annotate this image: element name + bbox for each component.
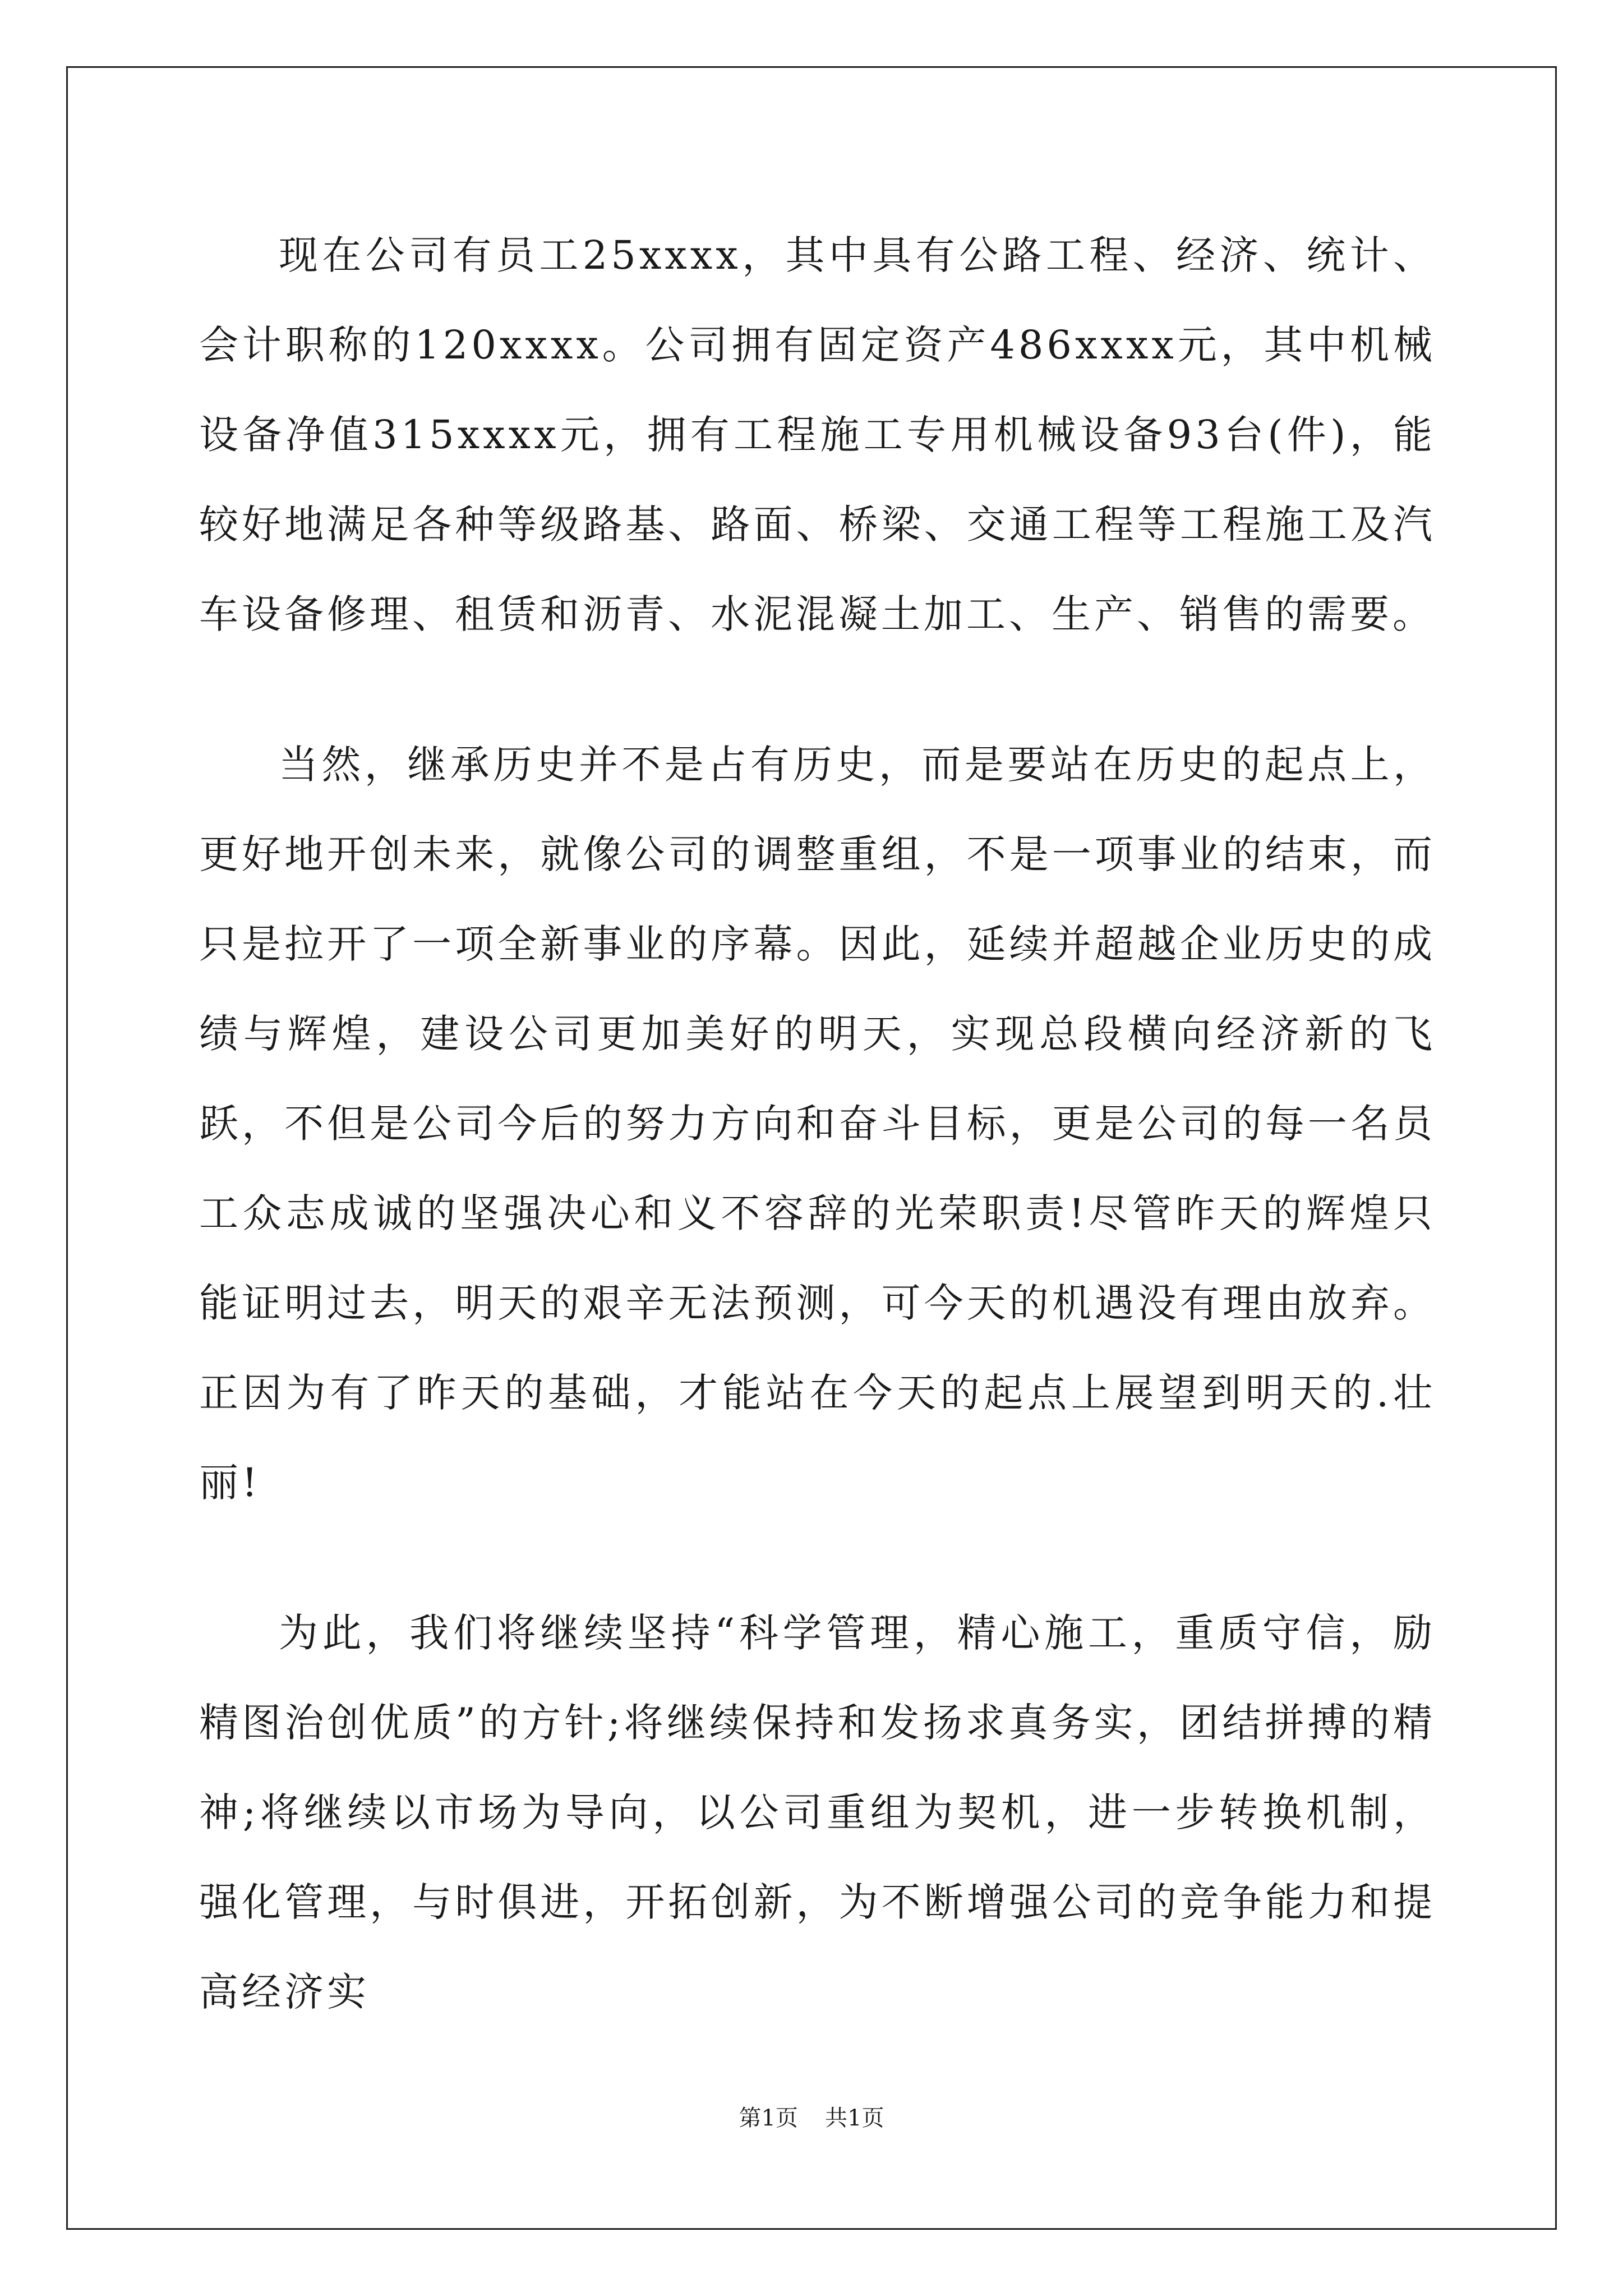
page-footer [0,2105,1623,2132]
paragraph-3: 为此，我们将继续坚持“科学管理，精心施工，重质守信，励精图治创优质”的方针;将继续保持和发扬求真务实，团结拼搏的精神;将继续以市场为导向，以公司重组为契机，进一步转换机制，强化管理，与时俱进，开拓创新，为不断增强公司的竞争能力和提高经济实 [199,1610,1436,2015]
page-total: 共1页 [825,2105,884,2131]
paragraph-2: 当然，继承历史并不是占有历史，而是要站在历史的起点上，更好地开创未来，就像公司的调整重组，不是一项事业的结束，而只是拉开了一项全新事业的序幕。因此，延续并超越企业历史的成绩与辉煌，建设公司更加美好的明天，实现总段横向经济新的飞跃，不但是公司今后的努力方向和奋斗目标，更是公司的每一名员工众志成诚的坚强决心和义不容辞的光荣职责!尽管昨天的辉煌只能证明过去，明天的艰辛无法预测，可今天的机遇没有理由放弃。正因为有了昨天的基础，才能站在今天的起点上展望到明天的.壮丽! [199,742,1436,1506]
paragraph-1: 现在公司有员工25xxxx，其中具有公路工程、经济、统计、会计职称的120xxxx。公司拥有固定资产486xxxx元，其中机械设备净值315xxxx元，拥有工程施工专用机械设备93台(件)，能较好地满足各种等级路基、路面、桥梁、交通工程等工程施工及汽车设备修理、租赁和沥青、水泥混凝土加工、生产、销售的需要。 [199,232,1436,637]
page-number: 第1页 [739,2105,798,2131]
document-body [199,210,1436,2037]
